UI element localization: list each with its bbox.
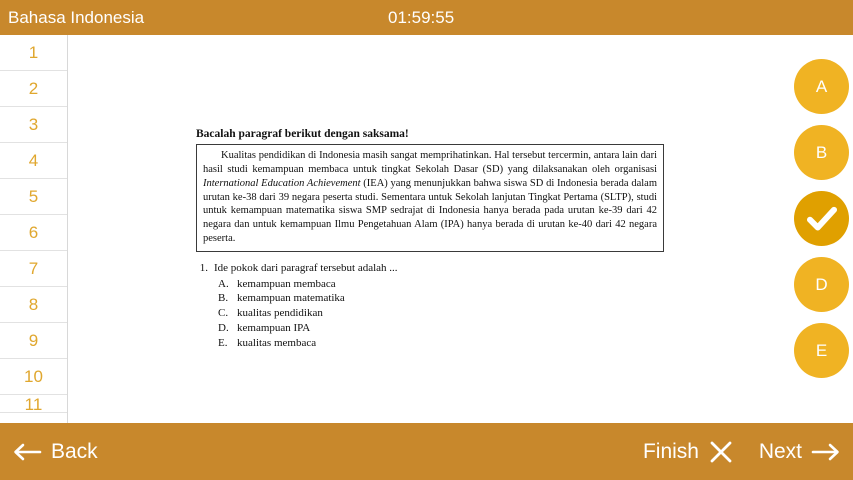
choice-item[interactable]	[218, 291, 664, 306]
choice-letter: E.	[218, 336, 228, 349]
close-icon	[708, 439, 734, 465]
question-number-item[interactable]: 10	[0, 359, 67, 395]
choice-item[interactable]	[218, 336, 664, 351]
answer-button-b[interactable]: B	[794, 125, 849, 180]
finish-button[interactable]	[643, 439, 734, 465]
arrow-right-icon	[811, 441, 841, 463]
question-number-item[interactable]: 6	[0, 215, 67, 251]
choice-letter: A.	[218, 277, 229, 290]
passage-box	[196, 144, 664, 252]
subject-title: Bahasa Indonesia	[8, 7, 145, 27]
answer-button-d[interactable]: D	[794, 257, 849, 312]
answer-button-c[interactable]	[794, 191, 849, 246]
choice-text: kemampuan membaca	[237, 277, 336, 290]
question-stem	[196, 261, 664, 276]
choice-text: kemampuan IPA	[237, 321, 311, 334]
choice-letter: C.	[218, 307, 229, 320]
choice-item[interactable]	[218, 306, 664, 321]
arrow-left-icon	[12, 441, 42, 463]
passage-text: Kualitas pendidikan di Indonesia masih sangat memprihatinkan. Hal tersebut tercermin, antara lain dari hasil studi kemampuan membaca untuk tingkat Sekolah Dasar (SD) yang dilaksanakan oleh organisasi International Education Achievement (IEA) yang menunjukkan bahwa siswa SD di Indonesia berada dalam urutan ke-38 dari 39 negara peserta studi. Sementara untuk Sekolah lanjutan Tingkat Pertama (SLTP), studi untuk kemampuan matematika siswa SMP sedrajat di Indonesia hanya berada pada urutan ke-39 dari 42 negara dan untuk kemampuan Ilmu Pengetahuan Alam (IPA) hanya berada di urutan ke-40 dari 42 negara peserta.	[203, 150, 657, 245]
answer-button-a[interactable]: A	[794, 59, 849, 114]
next-button[interactable]	[759, 440, 841, 464]
back-button[interactable]	[12, 440, 98, 464]
question-paper	[196, 128, 664, 350]
question-number-item[interactable]: 9	[0, 323, 67, 359]
check-icon	[805, 202, 839, 236]
question-number-item[interactable]: 11	[0, 395, 67, 413]
question-text: Ide pokok dari paragraf tersebut adalah ...	[214, 262, 398, 275]
choice-item[interactable]	[218, 321, 664, 336]
question-number-item[interactable]: 4	[0, 143, 67, 179]
reading-instruction: Bacalah paragraf berikut dengan saksama!	[196, 128, 409, 140]
choice-text: kualitas membaca	[237, 336, 317, 349]
question-number-list[interactable]	[0, 35, 68, 423]
choice-text: kualitas pendidikan	[237, 307, 323, 320]
question-number-item[interactable]: 3	[0, 107, 67, 143]
footer-bar	[0, 423, 853, 480]
question-number-item[interactable]: 7	[0, 251, 67, 287]
question-index: 1.	[199, 262, 208, 275]
header-bar	[0, 0, 853, 35]
choice-text: kemampuan matematika	[237, 292, 345, 305]
countdown-timer: 01:59:55	[388, 7, 455, 27]
choice-list	[196, 277, 664, 351]
question-number-item[interactable]: 2	[0, 71, 67, 107]
choice-letter: D.	[218, 321, 229, 334]
next-label: Next	[758, 439, 802, 463]
answer-button-e[interactable]: E	[794, 323, 849, 378]
back-label: Back	[51, 439, 98, 463]
question-content-area	[68, 35, 778, 423]
choice-letter: B.	[218, 292, 229, 305]
question-number-item[interactable]: 8	[0, 287, 67, 323]
question-number-item[interactable]: 5	[0, 179, 67, 215]
question-block	[196, 261, 664, 350]
finish-label: Finish	[642, 439, 699, 463]
answer-option-panel	[778, 35, 853, 423]
choice-item[interactable]	[218, 277, 664, 292]
question-number-item[interactable]: 1	[0, 35, 67, 71]
